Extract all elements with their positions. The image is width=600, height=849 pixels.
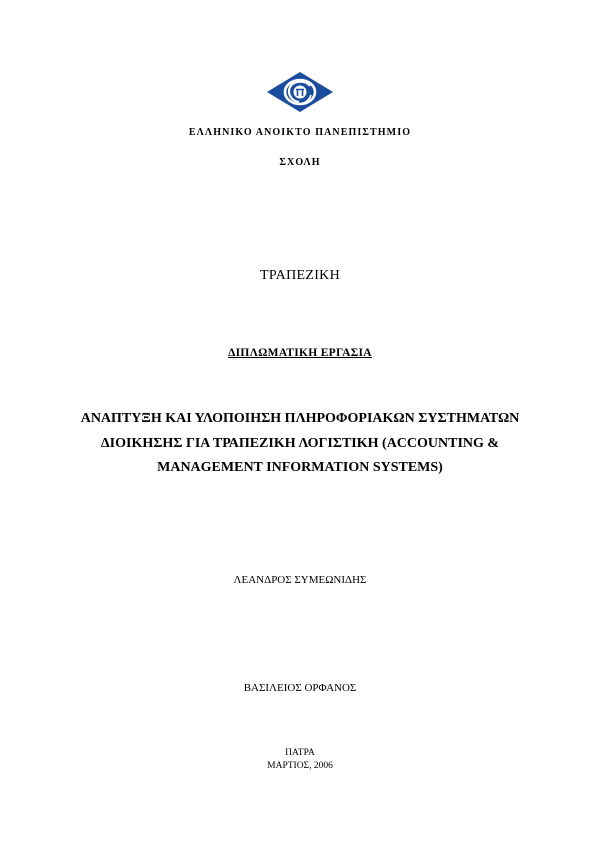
supervisor-name: ΒΑΣΙΛΕΙΟΣ ΟΡΦΑΝΟΣ xyxy=(243,682,357,694)
footer-city: ΠΑΤΡΑ xyxy=(285,748,315,758)
university-name: ΕΛΛΗΝΙΚΟ ΑΝΟΙΚΤΟ ΠΑΝΕΠΙΣΤΗΜΙΟ xyxy=(188,127,412,138)
department-name: ΤΡΑΠΕΖΙΚΗ xyxy=(260,268,340,283)
school-name: ΣΧΟΛΗ xyxy=(279,157,321,168)
thesis-title-line-2: ΔΙΟΙΚΗΣΗΣ ΓΙΑ ΤΡΑΠΕΖΙΚΗ ΛΟΓΙΣΤΙΚΗ (ACCOUNTING & xyxy=(100,436,500,451)
thesis-title-line-1: ΑΝΑΠΤΥΞΗ ΚΑΙ ΥΛΟΠΟΙΗΣΗ ΠΛΗΡΟΦΟΡΙΑΚΩΝ ΣΥΣΤΗΜΑΤΩΝ xyxy=(80,411,520,426)
author-name: ΛΕΑΝΔΡΟΣ ΣΥΜΕΩΝΙΔΗΣ xyxy=(233,574,367,586)
thesis-title-line-3: MANAGEMENT INFORMATION SYSTEMS) xyxy=(157,460,443,475)
university-logo-icon xyxy=(266,71,334,113)
footer-date: ΜΑΡΤΙΟΣ, 2006 xyxy=(267,761,333,771)
document-type: ΔΙΠΛΩΜΑΤΙΚΗ ΕΡΓΑΣΙΑ xyxy=(228,347,372,359)
